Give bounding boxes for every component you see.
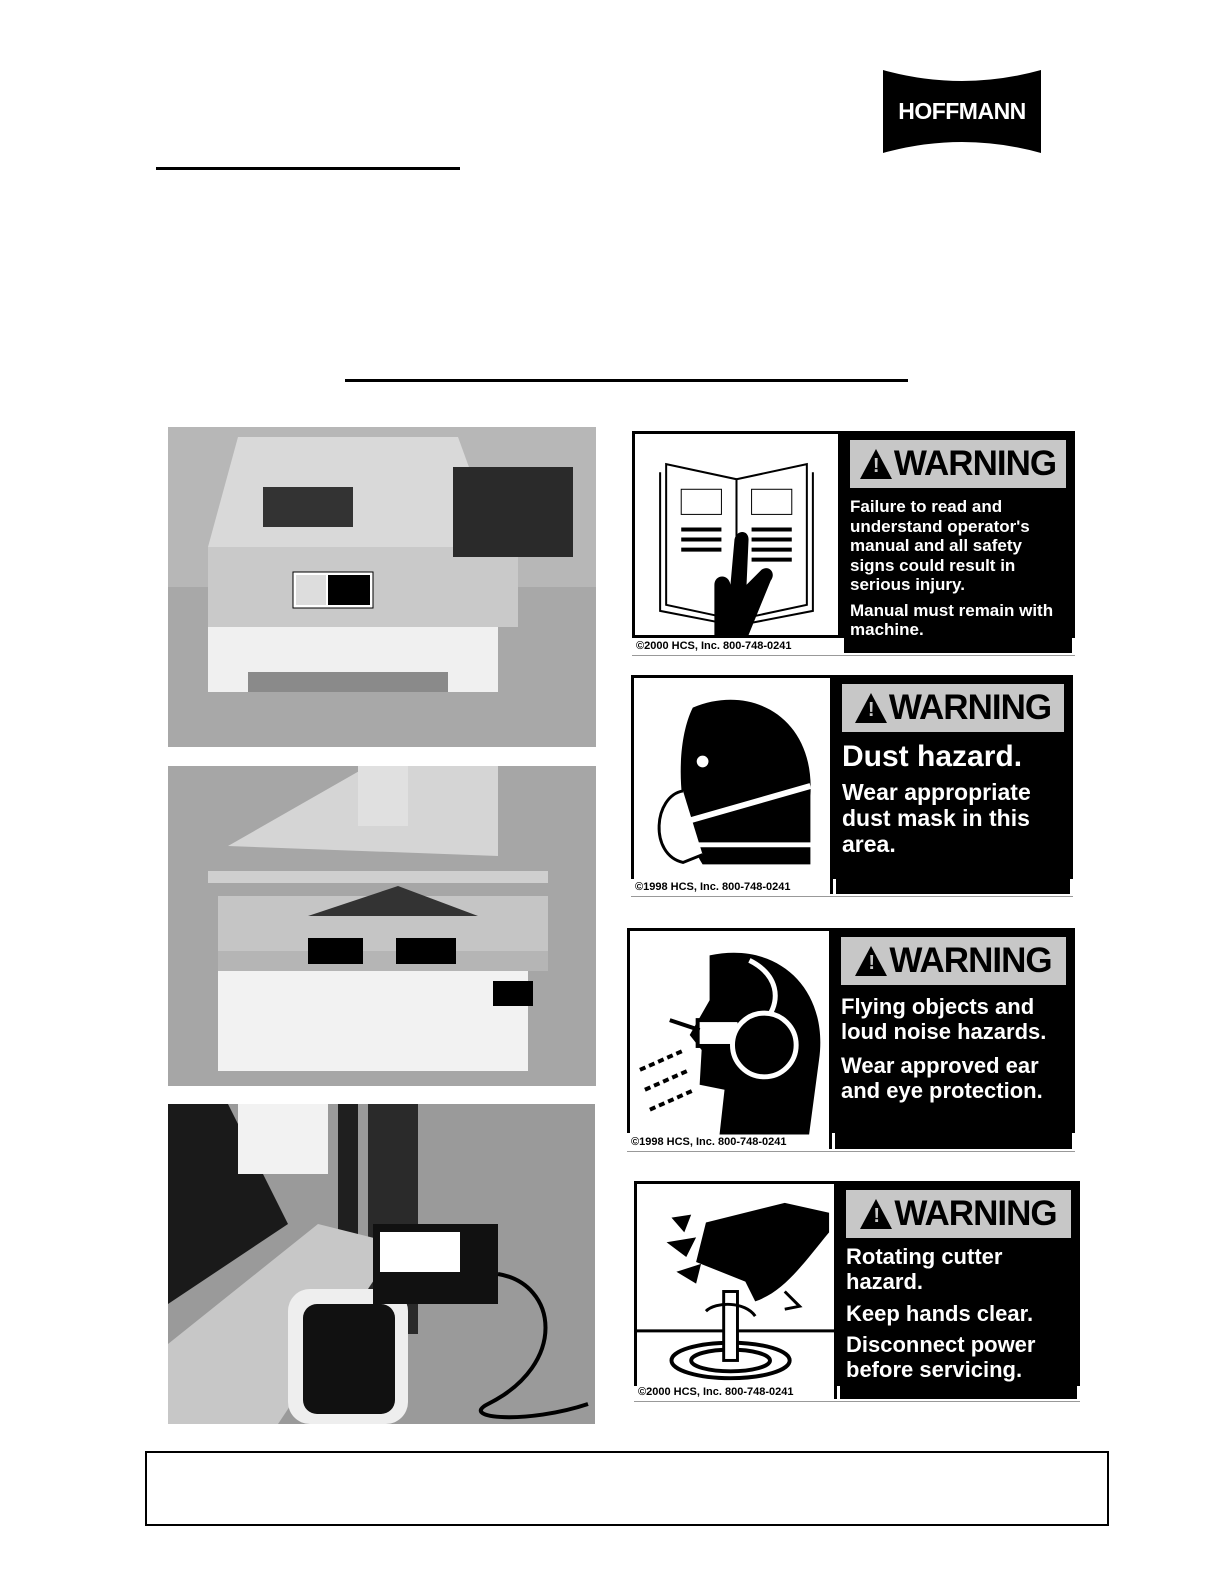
sign-line: and eye protection. [841, 1077, 1043, 1103]
sign-line: signs could result in [850, 555, 1016, 575]
sign-reorder-number: Reorder No. 6001-MSWHPK [924, 640, 1069, 652]
sign-reorder-number: Reorder No. 6115-U7WHPK [925, 881, 1067, 893]
manual-reading-icon [635, 434, 841, 635]
sign-line: understand operator's [850, 516, 1030, 536]
sign-line: before servicing. [846, 1357, 1023, 1383]
sign-line: Wear approved ear [841, 1052, 1039, 1078]
sign-line: Disconnect power [846, 1331, 1036, 1357]
section-underline [345, 379, 908, 382]
hoffmann-logo [883, 70, 1041, 153]
sign-copyright: ©2000 HCS, Inc. 800-748-0241 [638, 1386, 794, 1398]
sign-line: loud noise hazards. [841, 1019, 1047, 1045]
title-underline [156, 167, 460, 170]
logo-text: HOFFMANN [898, 98, 1026, 124]
rotating-cutter-icon [637, 1184, 837, 1399]
sign-reorder-number: Reorder No. 1030-JCWHPK [932, 1386, 1074, 1398]
sign-line: Flying objects and [841, 994, 1035, 1019]
sign-line: Failure to read and [850, 497, 1003, 516]
sign-line: Keep hands clear. [846, 1300, 1034, 1326]
dust-mask-icon [634, 678, 833, 894]
photo-router-motor-closeup [168, 1104, 595, 1424]
sign-line: Dust hazard. [842, 740, 1023, 773]
sign-line: Rotating cutter [846, 1244, 1003, 1269]
ear-eye-protection-icon [630, 931, 832, 1149]
sign-copyright: ©1998 HCS, Inc. 800-748-0241 [635, 881, 791, 893]
sign-line: Manual must remain with [850, 600, 1054, 620]
sign-line: manual and all safety [850, 536, 1022, 556]
sign-line: serious injury. [850, 575, 965, 595]
sign-line: hazard. [846, 1269, 924, 1295]
warning-sign-manual [632, 431, 1075, 656]
signal-word: WARNING [888, 688, 1052, 727]
sign-copyright: ©2000 HCS, Inc. 800-748-0241 [636, 640, 792, 652]
signal-word: WARNING [893, 444, 1057, 483]
signal-word: WARNING [894, 1194, 1057, 1233]
warning-sign-rotating-cutter [634, 1181, 1080, 1402]
warning-sign-flying-objects [627, 928, 1075, 1152]
photo-machine-front-view [168, 766, 596, 1086]
sign-line: machine. [850, 620, 924, 640]
signal-word: WARNING [889, 941, 1052, 980]
photo-machine-side-view [168, 427, 596, 747]
footer-box [145, 1451, 1109, 1526]
sign-line: area. [842, 831, 896, 858]
sign-reorder-number: Reorder No. 3019-U8WHPK [927, 1136, 1069, 1148]
sign-line: dust mask in this [842, 804, 1030, 831]
sign-line: Wear appropriate [842, 778, 1031, 805]
sign-copyright: ©1998 HCS, Inc. 800-748-0241 [631, 1136, 787, 1148]
warning-sign-dust [631, 675, 1073, 897]
